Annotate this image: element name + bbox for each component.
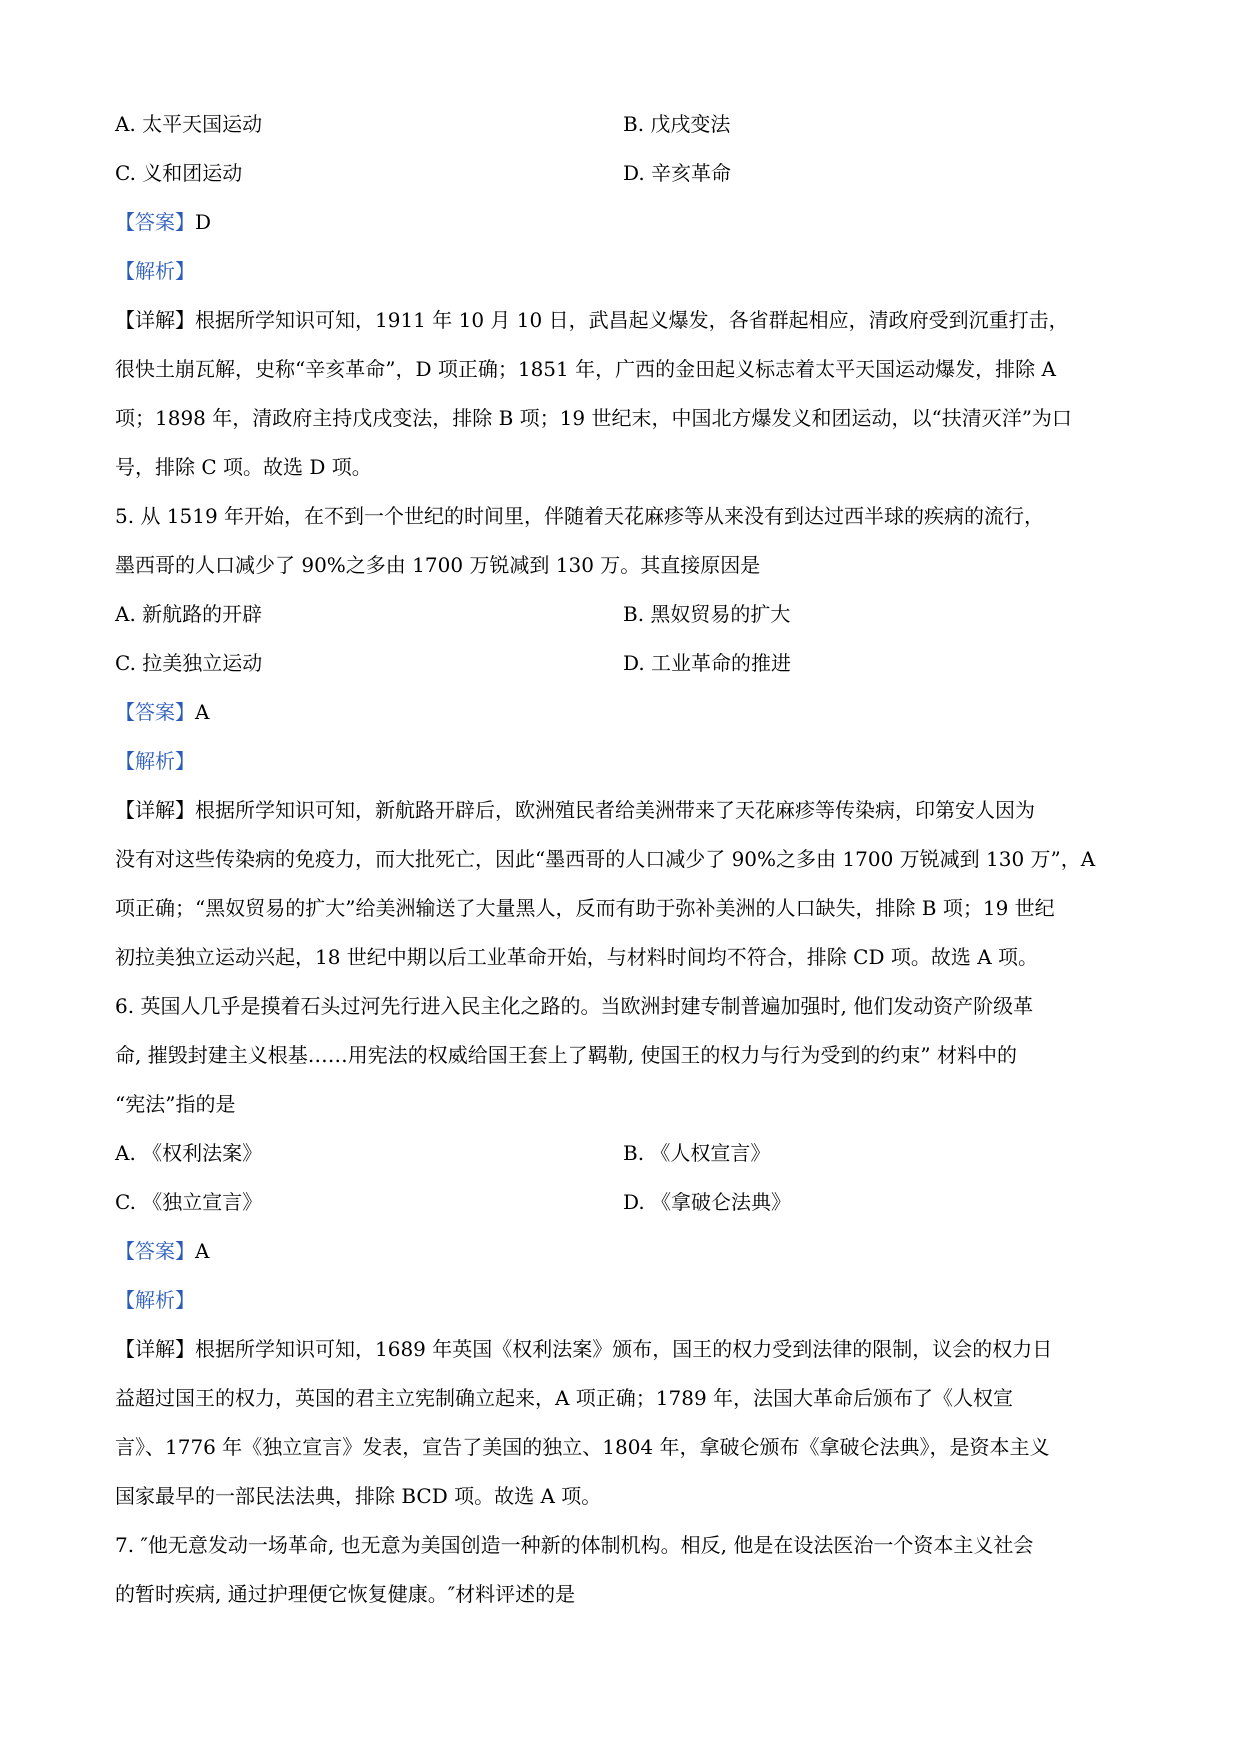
paragraph bbox=[115, 492, 1155, 590]
option-item: B. 戊戌变法 bbox=[623, 112, 731, 136]
paragraph-line: 7. ″他无意发动一场革命, 也无意为美国创造一种新的体制机构。相反, 他是在设法医治一个资本主义社会 bbox=[115, 1533, 1034, 1557]
option-row bbox=[115, 1129, 1155, 1178]
option-row bbox=[115, 590, 1155, 639]
option-row bbox=[115, 1178, 1155, 1227]
paragraph bbox=[115, 1325, 1155, 1521]
option-item: B. 黑奴贸易的扩大 bbox=[623, 602, 791, 626]
answer-value: A bbox=[195, 700, 210, 724]
option-item: C. 拉美独立运动 bbox=[115, 651, 263, 675]
paragraph-line: 命, 摧毁封建主义根基……用宪法的权威给国王套上了羁勒, 使国王的权力与行为受到的约束” 材料中的 bbox=[115, 1043, 1018, 1067]
paragraph-line: 号，排除 C 项。故选 D 项。 bbox=[115, 455, 372, 479]
option-item: D. 工业革命的推进 bbox=[623, 651, 792, 675]
answer-value: D bbox=[195, 210, 212, 234]
paragraph bbox=[115, 296, 1155, 492]
paragraph-line: 【详解】根据所学知识可知，新航路开辟后，欧洲殖民者给美洲带来了天花麻疹等传染病，印第安人因为 bbox=[115, 798, 1035, 822]
option-item: A. 新航路的开辟 bbox=[115, 602, 263, 626]
answer-tag: 【答案】 bbox=[115, 1239, 195, 1263]
option-item: B. 《人权宣言》 bbox=[623, 1141, 771, 1165]
paragraph-line: “宪法”指的是 bbox=[115, 1092, 236, 1116]
paragraph-line: 初拉美独立运动兴起，18 世纪中期以后工业革命开始，与材料时间均不符合，排除 CD 项。故选 A 项。 bbox=[115, 945, 1039, 969]
paragraph bbox=[115, 786, 1155, 982]
option-row bbox=[115, 149, 1155, 198]
answer-tag: 【答案】 bbox=[115, 210, 195, 234]
document-page bbox=[115, 100, 1155, 1619]
option-item: C. 义和团运动 bbox=[115, 161, 243, 185]
option-item: C. 《独立宣言》 bbox=[115, 1190, 263, 1214]
paragraph-line: 5. 从 1519 年开始，在不到一个世纪的时间里，伴随着天花麻疹等从来没有到达过西半球的疾病的流行， bbox=[115, 504, 1045, 528]
paragraph-line: 项正确；“黑奴贸易的扩大”给美洲输送了大量黑人，反而有助于弥补美洲的人口缺失，排除 B 项；19 世纪 bbox=[115, 896, 1055, 920]
paragraph-line: 6. 英国人几乎是摸着石头过河先行进入民主化之路的。当欧洲封建专制普遍加强时, 他们发动资产阶级革 bbox=[115, 994, 1034, 1018]
paragraph-line: 没有对这些传染病的免疫力，而大批死亡，因此“墨西哥的人口减少了 90%之多由 1700 万锐减到 130 万”，A bbox=[115, 847, 1096, 871]
option-item: D. 《拿破仑法典》 bbox=[623, 1190, 792, 1214]
paragraph-line: 【详解】根据所学知识可知，1689 年英国《权利法案》颁布，国王的权力受到法律的限制，议会的权力日 bbox=[115, 1337, 1053, 1361]
paragraph-line: 墨西哥的人口减少了 90%之多由 1700 万锐减到 130 万。其直接原因是 bbox=[115, 553, 761, 577]
paragraph-line: 的暂时疾病, 通过护理便它恢复健康。″材料评述的是 bbox=[115, 1582, 576, 1606]
paragraph-line: 国家最早的一部民法法典，排除 BCD 项。故选 A 项。 bbox=[115, 1484, 602, 1508]
option-item: A. 《权利法案》 bbox=[115, 1141, 263, 1165]
option-row bbox=[115, 100, 1155, 149]
option-row bbox=[115, 639, 1155, 688]
paragraph-line: 益超过国王的权力，英国的君主立宪制确立起来，A 项正确；1789 年，法国大革命后颁布了《人权宣 bbox=[115, 1386, 1014, 1410]
answer-value: A bbox=[195, 1239, 210, 1263]
answer-line bbox=[115, 198, 1155, 247]
answer-line bbox=[115, 688, 1155, 737]
analysis-line bbox=[115, 247, 1155, 296]
paragraph bbox=[115, 982, 1155, 1129]
paragraph-line: 言》、1776 年《独立宣言》发表，宣告了美国的独立、1804 年，拿破仑颁布《拿破仑法典》，是资本主义 bbox=[115, 1435, 1050, 1459]
paragraph-line: 很快土崩瓦解，史称“辛亥革命”，D 项正确；1851 年，广西的金田起义标志着太平天国运动爆发，排除 A bbox=[115, 357, 1056, 381]
paragraph-line: 【详解】根据所学知识可知，1911 年 10 月 10 日，武昌起义爆发，各省群起相应，清政府受到沉重打击， bbox=[115, 308, 1069, 332]
analysis-line bbox=[115, 1276, 1155, 1325]
analysis-tag: 【解析】 bbox=[115, 259, 195, 283]
answer-tag: 【答案】 bbox=[115, 700, 195, 724]
analysis-line bbox=[115, 737, 1155, 786]
analysis-tag: 【解析】 bbox=[115, 1288, 195, 1312]
option-item: D. 辛亥革命 bbox=[623, 161, 732, 185]
option-item: A. 太平天国运动 bbox=[115, 112, 263, 136]
analysis-tag: 【解析】 bbox=[115, 749, 195, 773]
paragraph-line: 项；1898 年，清政府主持戊戌变法，排除 B 项；19 世纪末，中国北方爆发义和团运动，以“扶清灭洋”为口 bbox=[115, 406, 1072, 430]
answer-line bbox=[115, 1227, 1155, 1276]
paragraph bbox=[115, 1521, 1155, 1619]
